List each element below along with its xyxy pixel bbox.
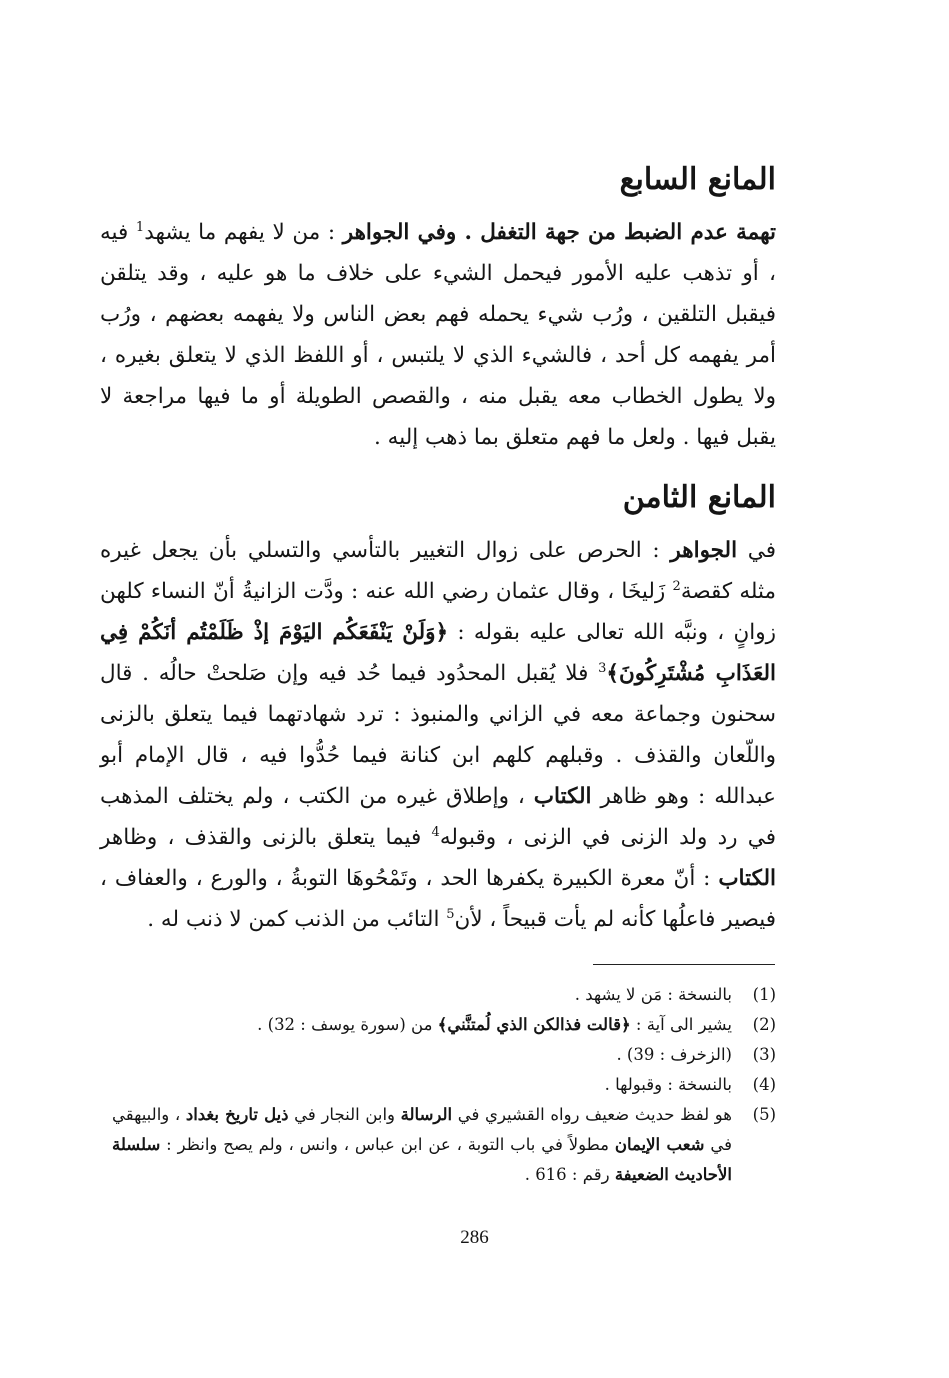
footnotes [112,980,780,1190]
footnote-text [112,1010,732,1040]
footnote-source-title: ذيل تاريخ بغداد [185,1105,289,1124]
footnote-text [112,1100,732,1190]
footnote-text-run: وابن النجار في [288,1105,401,1124]
footnote-text-run: ، والبيهقي في [112,1105,732,1154]
paragraph-text: فيما يتعلق بالزنى والقذف ، وظاهر [100,825,432,850]
footnote-source-title: الرسالة [400,1105,453,1124]
page-number: 286 [460,1227,489,1248]
footnote-text-run: رقم : 616 . [524,1165,615,1184]
footnote-ref-3[interactable]: 3 [598,660,607,676]
paragraph-bold-lead: تهمة عدم الضبط من جهة التغفل . وفي [409,220,776,245]
footnote-item [112,1070,780,1100]
footnote-number: (5) [752,1105,776,1124]
footnote-number: (4) [752,1075,776,1094]
footnote-text-run: من (سورة يوسف : 32) . [257,1015,438,1034]
footnote-quran-verse: ﴿قالت فذالكن الذي لُمتنَّني﴾ [437,1015,631,1034]
footnote-source-title: سلسلة الأحاديث الضعيفة [112,1135,732,1184]
footnote-ref-1[interactable]: 1 [135,219,145,235]
source-name-jawahir: الجواهر [670,538,738,563]
footnote-separator [593,964,775,965]
footnote-text-run: هو لفظ حديث ضعيف رواه القشيري في [452,1105,733,1124]
footnote-item [112,980,780,1010]
footnote-item [112,1040,780,1070]
section-paragraph-seventh [100,212,776,458]
paragraph-text: التائب من الذنب كمن لا ذنب له . [147,907,447,932]
paragraph-text: فيه ، أو تذهب عليه الأمور فيحمل الشيء على خلاف ما هو عليه ، وقد يتلقن فيقبل التلقين ، ورُب شيء يحمله فهم بعض الناس ولا يفهمه بعضهم ، ورُب أمر يفهمه كل أحد ، فالشيء الذي لا يلتبس ، أو اللفظ الذي لا يتعلق بغيره ، ولا يطول الخطاب معه يقبل منه ، والقصص الطويلة أو ما فيها مراجعة لا يقبل فيها . ولعل ما فهم متعلق بما ذهب إليه . [100,220,776,450]
section-heading-eighth: المانع الثامن [622,480,776,515]
paragraph-text: فلا يُقبل المحدُود فيما حُد فيه وإن صَلحتْ حالُه . قال سحنون وجماعة معه في الزاني والمنبوذ : ترد شهادتهما فيما يتعلق بالزنى واللّعان والقذف . وقبلهم كلهم ابن كنانة فيما حُدُّوا فيه ، قال الإمام أبو عبدالله : وهو ظاهر [100,661,776,809]
footnote-number: (3) [752,1045,776,1064]
source-name-kitab: الكتاب [718,866,776,891]
section-paragraph-eighth [100,530,776,940]
paragraph-text: في [737,538,776,563]
paragraph-text: زَليخَا ، وقال عثمان رضي الله عنه : ودَّت الزانيةُ أنّ النساء كلهن زوانٍ ، ونبَّه الله تعالى عليه بقوله : [100,579,776,645]
paragraph-text: ، وإطلاق غيره من الكتب ، ولم يختلف المذهب في رد ولد الزنى في الزنى ، وقبوله [100,784,777,850]
paragraph-text: : من لا يفهم ما يشهد [144,220,343,245]
footnote-text [112,1070,732,1100]
footnote-ref-4[interactable]: 4 [431,824,440,840]
footnote-text [112,1040,732,1070]
footnote-text-run: بالنسخة : وقبولها . [604,1075,732,1094]
footnote-text-run: بالنسخة : مَن لا يشهد . [574,985,732,1004]
footnote-text-run: (الزخرف : 39) . [616,1045,732,1064]
paragraph-text: : الحرص على زوال التغيير بالتأسي والتسلي بأن يجعل غيره مثله كقصة [100,538,776,604]
footnote-ref-2[interactable]: 2 [672,578,681,594]
quran-verse: ﴿وَلَنْ يَنْفَعَكُم اليَوْمَ إذْ ظَلَمْتُم أنَكُمْ فِي العَذَابِ مُشْتَرِكُونَ﴾ [100,620,776,686]
footnote-text [112,980,732,1010]
footnote-source-title: شعب الإيمان [614,1135,705,1154]
footnote-number: (2) [752,1015,776,1034]
source-name-jawahir: الجواهر [342,220,410,245]
paragraph-text: : أنّ معرة الكبيرة يكفرها الحد ، وتَمْحُوهَا التوبةُ ، والورع ، والعفاف ، فيصير فاعلُها كأنه لم يأت قبيحاً ، لأن [100,866,776,932]
footnote-number: (1) [752,985,776,1004]
section-heading-seventh: المانع السابع [619,162,776,197]
source-name-kitab: الكتاب [533,784,592,809]
footnote-text-run: مطولاً في باب التوبة ، عن ابن عباس ، وانس ، ولم يصح وانظر : [160,1135,615,1154]
footnote-text-run: يشير الى آية : [630,1015,732,1034]
footnote-item [112,1010,780,1040]
footnote-item [112,1100,780,1190]
footnote-ref-5[interactable]: 5 [446,906,455,922]
